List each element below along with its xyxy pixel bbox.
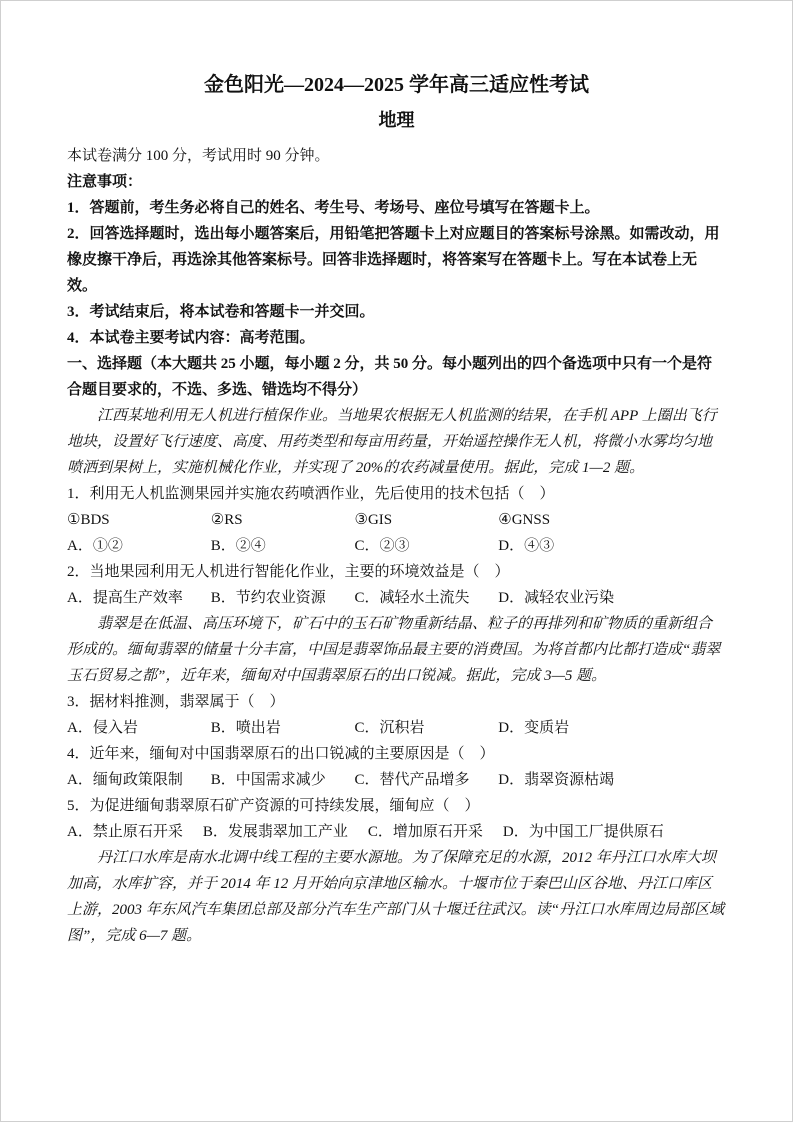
notice-item-3: 3．考试结束后，将本试卷和答题卡一并交回。	[67, 304, 375, 320]
question-3-stem: 3．据材料推测，翡翠属于（ ）	[67, 694, 285, 710]
passage-1: 江西某地利用无人机进行植保作业。当地果农根据无人机监测的结果，在手机 APP 上圈出飞行地块，设置好飞行速度、高度、用药类型和每亩用药量，开始遥控操作无人机，将微小水雾均匀地喷洒到果树上，实施机械化作业，并实现了 20%的农药减量使用。据此，完成 1—2 题。	[67, 408, 717, 476]
q1-sub-option-3: ③GIS	[354, 512, 393, 528]
question-2-options	[67, 585, 726, 611]
q2-option-d: D．减轻农业污染	[498, 590, 615, 606]
q1-option-d: D．④③	[498, 538, 555, 554]
question-4-options	[67, 767, 726, 793]
question-1-stem: 1．利用无人机监测果园并实施农药喷洒作业，先后使用的技术包括（ ）	[67, 486, 555, 502]
section-heading: 一、选择题（本大题共 25 小题，每小题 2 分，共 50 分。每小题列出的四个备选项中只有一个是符合题目要求的，不选、多选、错选均不得分）	[67, 356, 713, 398]
notice-item-2: 2．回答选择题时，选出每小题答案后，用铅笔把答题卡上对应题目的答案标号涂黑。如需改动，用橡皮擦干净后，再选涂其他答案标号。回答非选择题时，将答案写在答题卡上。写在本试卷上无效。	[67, 226, 720, 294]
exam-meta: 本试卷满分 100 分，考试用时 90 分钟。	[67, 148, 330, 164]
q1-option-c: C．②③	[354, 538, 410, 554]
q1-sub-option-4: ④GNSS	[498, 512, 551, 528]
question-1-options	[67, 533, 726, 559]
question-1-sub-options	[67, 507, 726, 533]
exam-title: 金色阳光—2024—2025 学年高三适应性考试	[204, 74, 589, 96]
q4-option-d: D．翡翠资源枯竭	[498, 772, 615, 788]
q2-option-b: B．节约农业资源	[210, 590, 326, 606]
notice-item-4: 4．本试卷主要考试内容：高考范围。	[67, 330, 315, 346]
q4-option-c: C．替代产品增多	[354, 772, 470, 788]
q1-option-a: A．①②	[67, 538, 123, 554]
q1-sub-option-1: ①BDS	[67, 512, 110, 528]
exam-subject: 地理	[378, 110, 415, 130]
q3-option-b: B．喷出岩	[210, 720, 281, 736]
q2-option-a: A．提高生产效率	[67, 590, 183, 606]
q5-option-d: D．为中国工厂提供原石	[502, 824, 664, 840]
question-4-stem: 4．近年来，缅甸对中国翡翠原石的出口锐减的主要原因是（ ）	[67, 746, 495, 762]
q3-option-a: A．侵入岩	[67, 720, 138, 736]
q3-option-c: C．沉积岩	[354, 720, 425, 736]
q5-option-c: C．增加原石开采	[367, 824, 483, 840]
q3-option-d: D．变质岩	[498, 720, 570, 736]
q4-option-b: B．中国需求减少	[210, 772, 326, 788]
question-5-options	[67, 819, 726, 845]
q4-option-a: A．缅甸政策限制	[67, 772, 183, 788]
notice-heading: 注意事项：	[67, 174, 143, 190]
question-2-stem: 2．当地果园利用无人机进行智能化作业，主要的环境效益是（ ）	[67, 564, 510, 580]
question-5-stem: 5．为促进缅甸翡翠原石矿产资源的可持续发展，缅甸应（ ）	[67, 798, 480, 814]
q1-option-b: B．②④	[210, 538, 266, 554]
q1-sub-option-2: ②RS	[210, 512, 243, 528]
passage-3: 丹江口水库是南水北调中线工程的主要水源地。为了保障充足的水源，2012 年丹江口水库大坝加高，水库扩容，并于 2014 年 12 月开始向京津地区输水。十堰市位于秦巴山区谷地、丹江口库区上游，2003 年东风汽车集团总部及部分汽车生产部门从十堰迁往武汉。读“丹江口水库周边局部区域图”，完成 6—7 题。	[67, 850, 725, 944]
notice-item-1: 1．答题前，考生务必将自己的姓名、考生号、考场号、座位号填写在答题卡上。	[67, 200, 600, 216]
q2-option-c: C．减轻水土流失	[354, 590, 470, 606]
q5-option-a: A．禁止原石开采	[67, 824, 183, 840]
passage-2: 翡翠是在低温、高压环境下，矿石中的玉石矿物重新结晶、粒子的再排列和矿物质的重新组合形成的。缅甸翡翠的储量十分丰富，中国是翡翠饰品最主要的消费国。为将首都内比都打造成“翡翠玉石贸易之都”，近年来，缅甸对中国翡翠原石的出口锐减。据此，完成 3—5 题。	[67, 616, 721, 684]
question-3-options	[67, 715, 726, 741]
q5-option-b: B．发展翡翠加工产业	[202, 824, 348, 840]
